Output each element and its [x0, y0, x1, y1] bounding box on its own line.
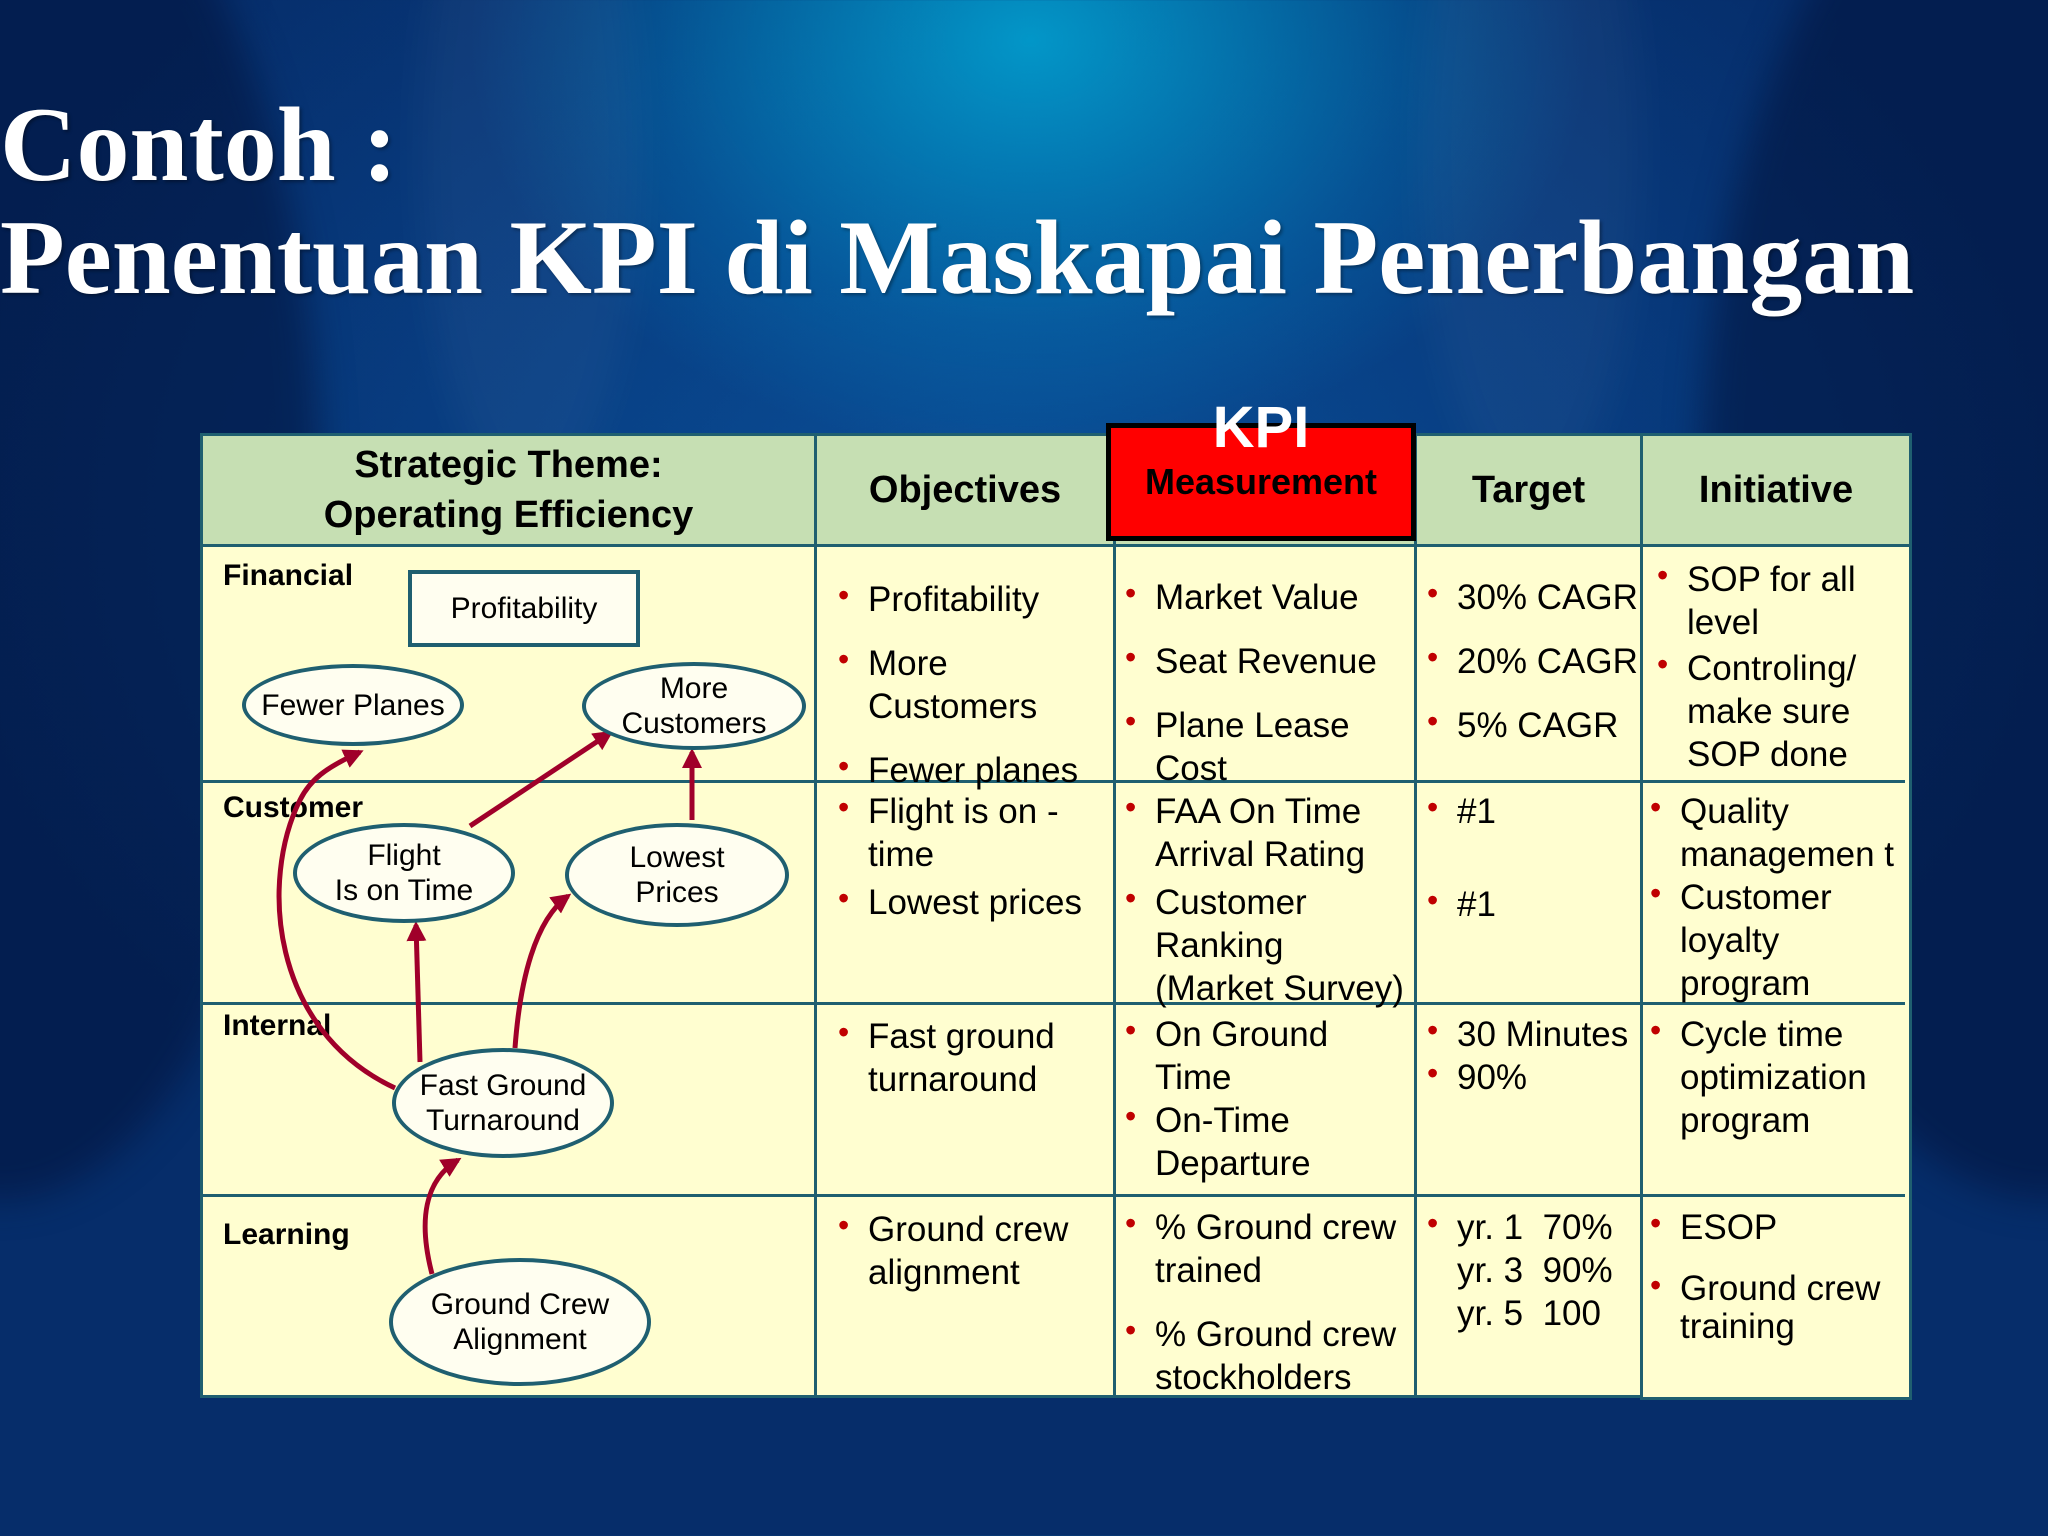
more-customers-node: [582, 662, 806, 750]
list-item: • Market Value: [1125, 576, 1410, 619]
lowest-prices-line1: Lowest: [629, 841, 725, 874]
list-item: • SOP for all level: [1657, 558, 1892, 644]
lowest-prices-node: [565, 823, 789, 927]
slide-title-line1: Contoh :: [0, 86, 398, 203]
list-item: • Customer loyalty program: [1650, 876, 1900, 1005]
list-item: • Flight is on - time: [838, 790, 1108, 876]
learning-measurement: [1125, 1206, 1410, 1399]
customer-objectives: [838, 790, 1108, 924]
list-item: • 90%: [1427, 1056, 1642, 1099]
flight-on-time-line2: Is on Time: [334, 874, 474, 907]
list-item: • 5% CAGR: [1427, 704, 1642, 747]
financial-target: [1427, 576, 1642, 747]
header-theme-line1: Strategic Theme:: [354, 444, 663, 486]
kpi-label: KPI: [1212, 395, 1310, 460]
header-initiative: [1640, 433, 1912, 547]
profitability-box: [408, 570, 640, 647]
list-item: • Quality managemen t: [1650, 790, 1900, 876]
header-objectives: [814, 433, 1116, 547]
fast-ground-node: [392, 1048, 614, 1158]
list-item: • Fast ground turnaround: [838, 1015, 1108, 1101]
internal-objectives: [838, 1015, 1108, 1101]
header-theme-line2: Operating Efficiency: [323, 494, 694, 536]
more-customers-line1: More: [659, 672, 729, 705]
list-item: • 30 Minutes: [1427, 1013, 1642, 1056]
ground-crew-node: [389, 1258, 651, 1386]
internal-measurement: [1125, 1013, 1410, 1185]
row-divider: [200, 1194, 1905, 1197]
list-item: • #1: [1427, 883, 1642, 926]
customer-initiative: [1650, 790, 1900, 1005]
header-target-label: Target: [1471, 469, 1586, 511]
perspective-learning: Learning: [223, 1218, 350, 1251]
header-strategic-theme: [200, 433, 817, 547]
list-item: • Lowest prices: [838, 881, 1108, 924]
header-target: [1414, 433, 1643, 547]
learning-target: [1427, 1206, 1642, 1335]
list-item: • Ground crew alignment: [838, 1208, 1108, 1294]
target-year-5: yr. 5 100: [1457, 1294, 1601, 1333]
ground-crew-line1: Ground Crew: [430, 1288, 610, 1321]
internal-target: [1427, 1013, 1642, 1099]
list-item: • Controling/ make sure SOP done: [1657, 647, 1892, 776]
perspective-customer: Customer: [223, 791, 364, 824]
list-item: • Profitability: [838, 578, 1108, 621]
target-year-3: yr. 3 90%: [1457, 1251, 1613, 1290]
header-objectives-label: Objectives: [868, 469, 1062, 511]
slide-title-line2: Penentuan KPI di Maskapai Penerbangan: [0, 199, 1915, 316]
fast-ground-line1: Fast Ground: [419, 1069, 587, 1102]
flight-on-time-node: [293, 823, 515, 923]
list-item: [1427, 1206, 1642, 1335]
header-initiative-label: Initiative: [1698, 469, 1854, 511]
financial-objectives: [838, 578, 1108, 792]
lowest-prices-line2: Prices: [635, 876, 719, 909]
learning-initiative: [1650, 1206, 1900, 1346]
fast-ground-line2: Turnaround: [426, 1104, 580, 1137]
list-item: • FAA On Time Arrival Rating: [1125, 790, 1410, 876]
list-item: • #1: [1427, 790, 1642, 833]
list-item: • Customer Ranking (Market Survey): [1125, 881, 1410, 1010]
list-item: • Plane Lease Cost: [1125, 704, 1410, 790]
learning-objectives: [838, 1208, 1108, 1294]
slide-title: [0, 88, 1914, 314]
list-item: • % Ground crew trained: [1125, 1206, 1410, 1292]
fewer-planes-label: Fewer Planes: [261, 688, 445, 722]
ground-crew-line2: Alignment: [453, 1323, 587, 1356]
header-measurement-label: Measurement: [1144, 461, 1378, 502]
customer-measurement: [1125, 790, 1410, 1010]
list-item: • % Ground crew stockholders: [1125, 1313, 1410, 1399]
list-item: • On-Time Departure: [1125, 1099, 1410, 1185]
target-year-1: • yr. 1 70%: [1457, 1208, 1613, 1247]
financial-initiative: [1657, 558, 1892, 776]
fewer-planes-node: [242, 664, 464, 746]
list-item: • More Customers: [838, 642, 1108, 728]
internal-initiative: [1650, 1013, 1900, 1142]
flight-on-time-line1: Flight: [367, 839, 441, 872]
list-item: • 30% CAGR: [1427, 576, 1642, 619]
list-item: • Cycle time optimization program: [1650, 1013, 1900, 1142]
customer-target: [1427, 790, 1642, 926]
more-customers-line2: Customers: [621, 707, 767, 740]
profitability-label: Profitability: [450, 591, 598, 625]
list-item: • ESOP: [1650, 1206, 1900, 1249]
financial-measurement: [1125, 576, 1410, 790]
list-item: • Ground crew training: [1650, 1270, 1900, 1346]
list-item: • Seat Revenue: [1125, 640, 1410, 683]
list-item: • 20% CAGR: [1427, 640, 1642, 683]
perspective-financial: Financial: [223, 559, 354, 592]
list-item: • Fewer planes: [838, 749, 1108, 792]
list-item: • On Ground Time: [1125, 1013, 1410, 1099]
perspective-internal: Internal: [223, 1009, 332, 1042]
